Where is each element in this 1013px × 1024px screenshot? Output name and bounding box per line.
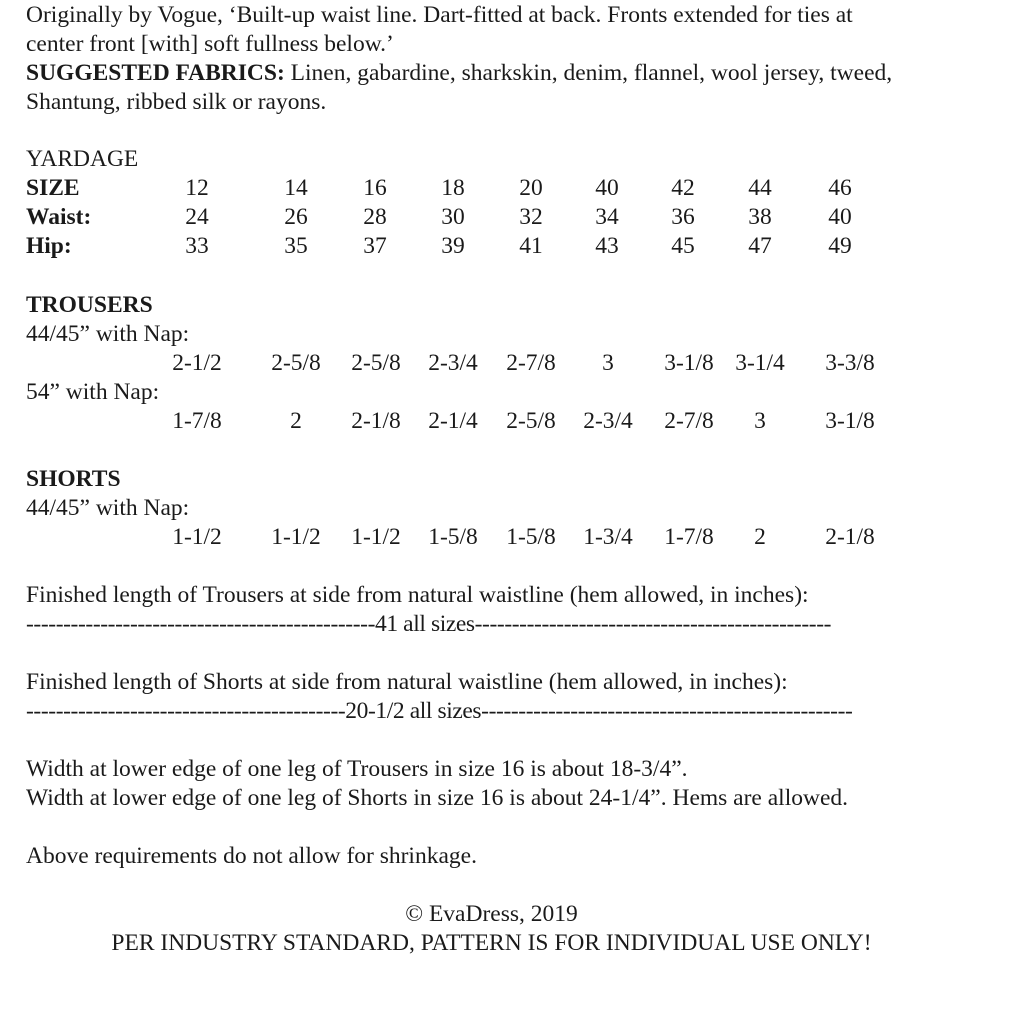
hip-cell: 37 [363,233,387,259]
waist-cell: 40 [828,204,852,230]
waist-cell: 36 [671,204,695,230]
hip-cell: 45 [671,233,695,259]
intro-line-2: center front [with] soft fullness below.’ [26,31,394,57]
fabrics-list: Linen, gabardine, sharkskin, denim, flannel, wool jersey, tweed, [284,60,893,86]
waist-cell: 30 [441,204,465,230]
yardage-cell: 1-5/8 [428,524,478,550]
fabrics-label: SUGGESTED FABRICS: [26,60,285,86]
yardage-cell: 2-1/2 [172,350,222,376]
hip-cell: 39 [441,233,465,259]
size-cell: 40 [595,175,619,201]
yardage-cell: 3 [754,408,766,434]
size-cell: 16 [363,175,387,201]
hip-cell: 43 [595,233,619,259]
yardage-cell: 1-3/4 [583,524,633,550]
yardage-cell: 2-5/8 [351,350,401,376]
trousers-length-text: Finished length of Trousers at side from natural waistline (hem allowed, in inches): [26,582,809,608]
hip-cell: 35 [284,233,308,259]
trousers-54-label: 54” with Nap: [26,379,160,405]
hip-label: Hip: [26,233,72,259]
yardage-cell: 1-5/8 [506,524,556,550]
yardage-cell: 3-1/8 [825,408,875,434]
yardage-cell: 2-1/4 [428,408,478,434]
waist-cell: 26 [284,204,308,230]
size-cell: 20 [519,175,543,201]
size-cell: 18 [441,175,465,201]
yardage-cell: 1-1/2 [172,524,222,550]
yardage-cell: 2 [290,408,302,434]
shorts-width-text: Width at lower edge of one leg of Shorts in size 16 is about 24-1/4”. Hems are allowed. [26,785,848,811]
shorts-heading: SHORTS [26,466,121,492]
suggested-fabrics-line [26,59,892,88]
trousers-width-text: Width at lower edge of one leg of Trousers in size 16 is about 18-3/4”. [26,756,688,782]
shorts-length-value: -------------------------------------------20-1/2 all sizes-------------------------------------------------- [26,698,853,724]
size-cell: 42 [671,175,695,201]
size-label: SIZE [26,175,80,201]
yardage-cell: 2-1/8 [825,524,875,550]
hip-cell: 33 [185,233,209,259]
size-cell: 14 [284,175,308,201]
yardage-cell: 1-7/8 [172,408,222,434]
intro-line-1: Originally by Vogue, ‘Built-up waist line. Dart-fitted at back. Fronts extended for ties at [26,2,853,28]
waist-cell: 28 [363,204,387,230]
yardage-cell: 2-3/4 [428,350,478,376]
yardage-cell: 2-7/8 [664,408,714,434]
yardage-cell: 3-3/8 [825,350,875,376]
usage-notice: PER INDUSTRY STANDARD, PATTERN IS FOR INDIVIDUAL USE ONLY! [111,930,872,956]
yardage-cell: 2-5/8 [506,408,556,434]
size-cell: 12 [185,175,209,201]
trousers-44-label: 44/45” with Nap: [26,321,190,347]
fabrics-list-continued: Shantung, ribbed silk or rayons. [26,89,327,115]
yardage-cell: 1-1/2 [271,524,321,550]
waist-cell: 24 [185,204,209,230]
yardage-cell: 3-1/4 [735,350,785,376]
yardage-cell: 2 [754,524,766,550]
yardage-cell: 1-7/8 [664,524,714,550]
hip-cell: 47 [748,233,772,259]
yardage-cell: 2-1/8 [351,408,401,434]
yardage-cell: 1-1/2 [351,524,401,550]
trousers-length-value: -----------------------------------------------41 all sizes------------------------------------------------ [26,611,832,637]
yardage-cell: 2-3/4 [583,408,633,434]
size-cell: 44 [748,175,772,201]
yardage-heading: YARDAGE [26,146,139,172]
waist-cell: 34 [595,204,619,230]
yardage-cell: 3 [602,350,614,376]
shorts-44-label: 44/45” with Nap: [26,495,190,521]
trousers-heading: TROUSERS [26,292,153,318]
size-cell: 46 [828,175,852,201]
waist-cell: 32 [519,204,543,230]
yardage-cell: 3-1/8 [664,350,714,376]
copyright: © EvaDress, 2019 [405,901,578,927]
yardage-cell: 2-7/8 [506,350,556,376]
hip-cell: 41 [519,233,543,259]
waist-label: Waist: [26,204,92,230]
waist-cell: 38 [748,204,772,230]
yardage-cell: 2-5/8 [271,350,321,376]
shorts-length-text: Finished length of Shorts at side from natural waistline (hem allowed, in inches): [26,669,788,695]
hip-cell: 49 [828,233,852,259]
shrinkage-note: Above requirements do not allow for shrinkage. [26,843,477,869]
